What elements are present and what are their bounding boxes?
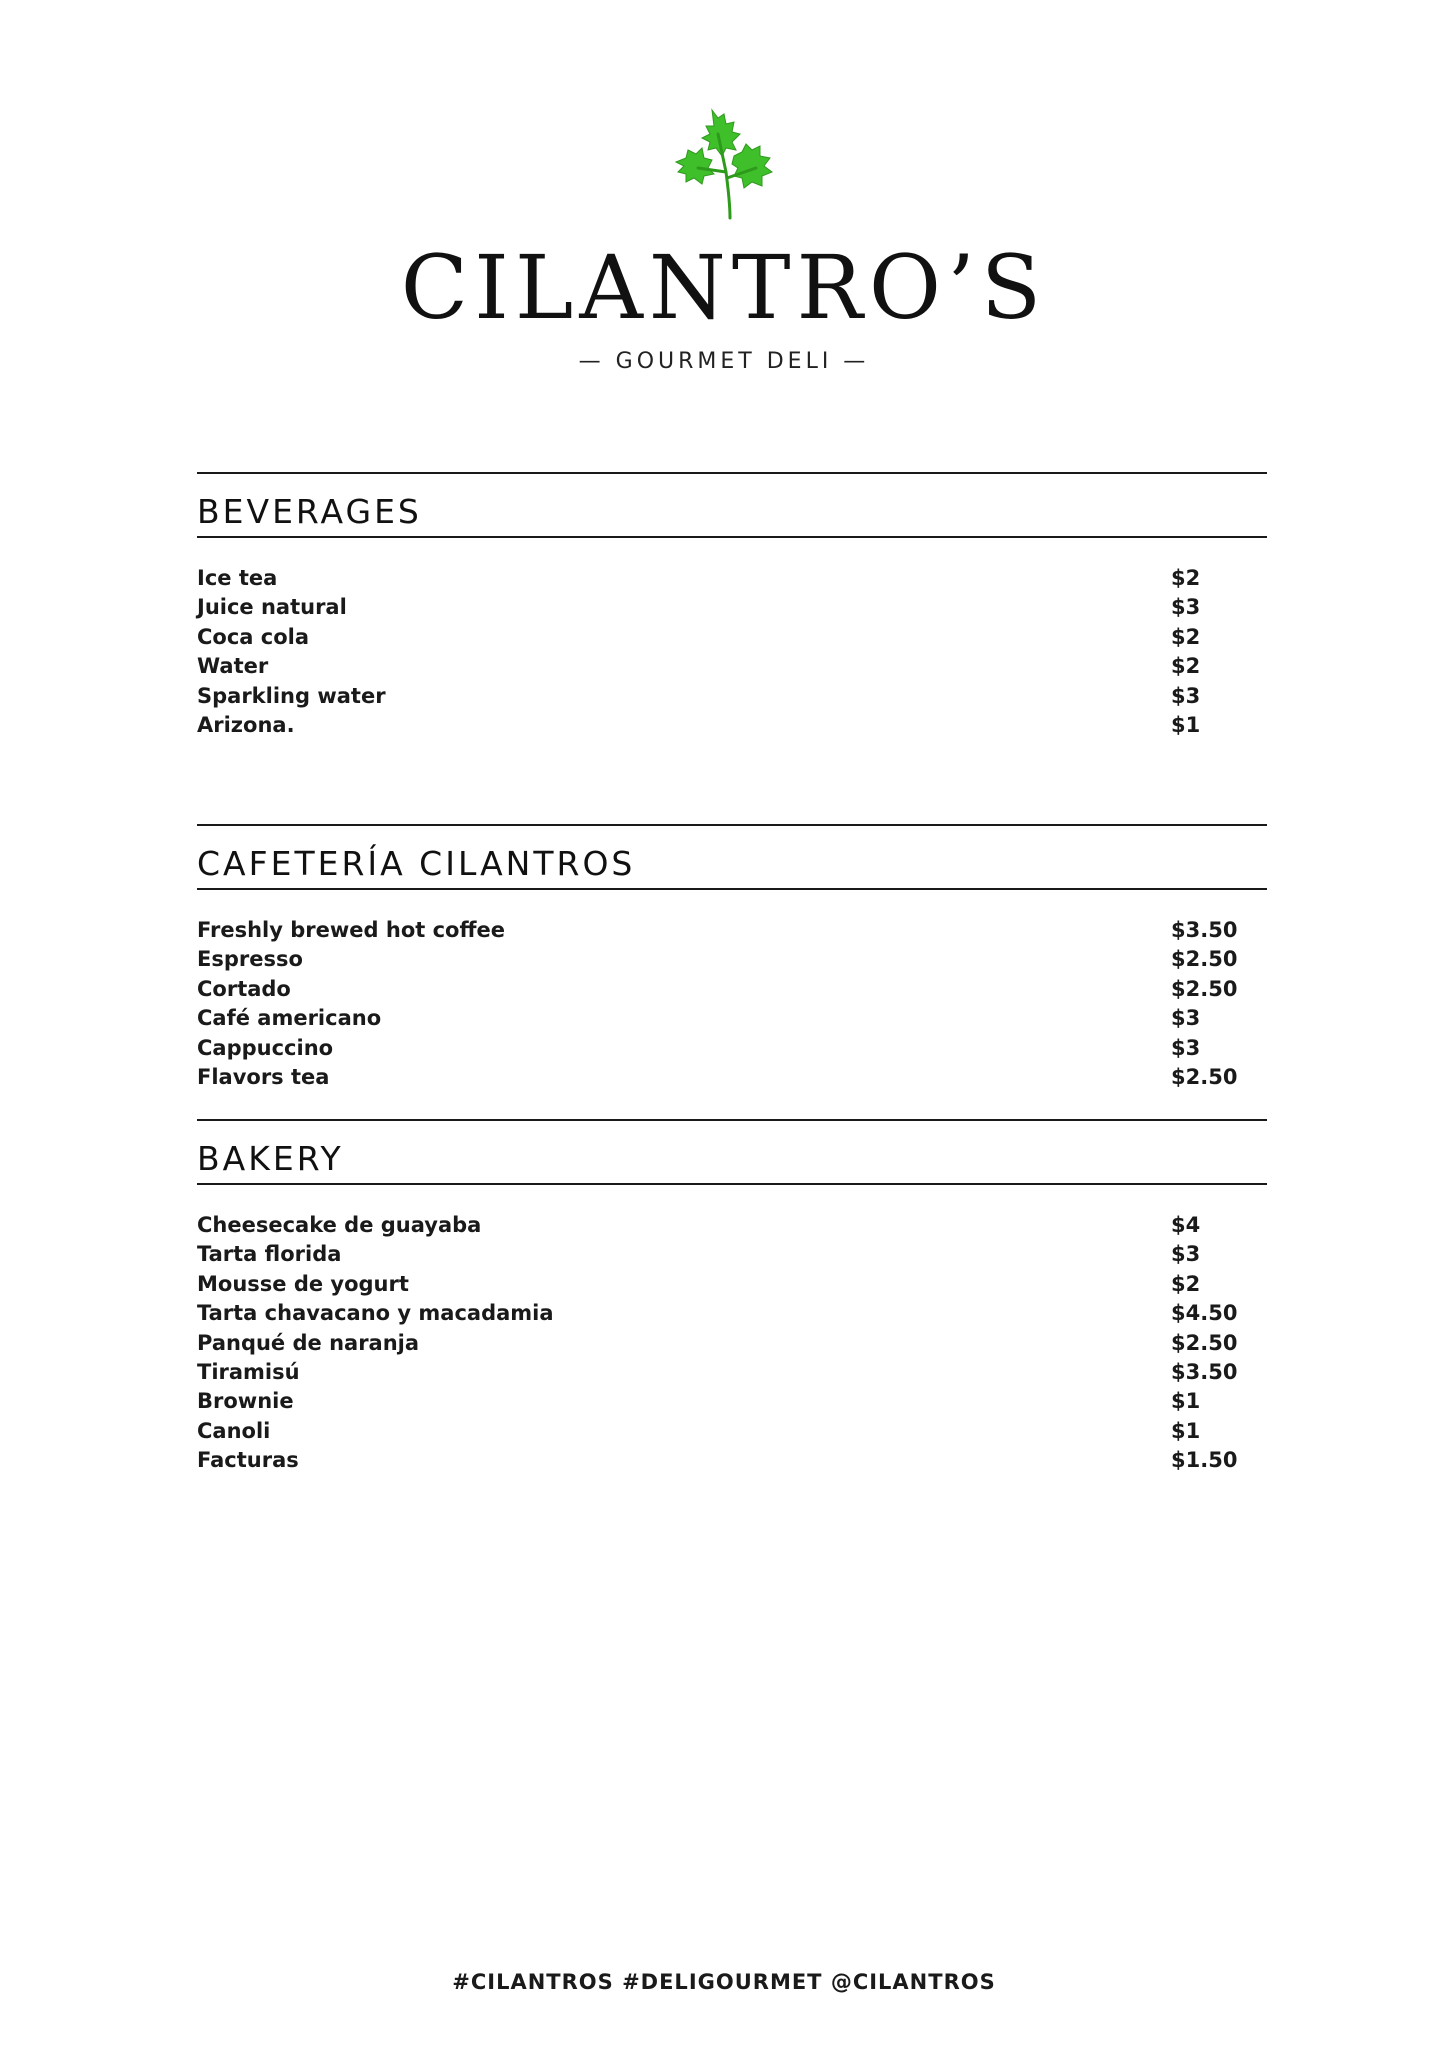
brand-tagline: — GOURMET DELI —: [578, 349, 870, 374]
section-top-rule: [197, 1119, 1267, 1121]
item-name: Mousse de yogurt: [197, 1271, 409, 1296]
menu-item: [197, 623, 1267, 652]
cilantro-leaf-icon: [672, 106, 780, 222]
item-name: Coca cola: [197, 624, 310, 649]
item-name: Flavors tea: [197, 1064, 330, 1089]
item-name: Ice tea: [197, 566, 278, 590]
item-name: Juice natural: [197, 595, 347, 620]
menu-item: [197, 593, 1267, 622]
item-price: $2: [1171, 654, 1201, 679]
menu-item: [197, 1034, 1267, 1063]
footer-hashtags: #CILANTROS #DELIGOURMET @CILANTROS: [452, 1970, 996, 1994]
section-top-rule: [197, 824, 1267, 826]
section-bottom-rule: [197, 888, 1267, 890]
section-title: CAFETERÍA CILANTROS: [197, 844, 636, 883]
item-price: $2.50: [1171, 1064, 1238, 1089]
item-price: $3: [1171, 595, 1201, 620]
menu-item: [197, 1446, 1267, 1475]
menu-item: [197, 945, 1267, 974]
item-price: $3.50: [1171, 918, 1238, 942]
item-name: Cheesecake de guayaba: [197, 1213, 482, 1237]
item-price: $3: [1171, 1035, 1201, 1060]
item-price: $2.50: [1171, 947, 1238, 972]
item-price: $1: [1171, 1389, 1201, 1414]
item-name: Brownie: [197, 1389, 294, 1414]
menu-item: [197, 1299, 1267, 1328]
item-name: Cortado: [197, 976, 291, 1001]
brand-name: CILANTRO’S: [400, 236, 1048, 339]
item-price: $4.50: [1171, 1301, 1238, 1326]
item-price: $1: [1171, 712, 1201, 737]
menu-item: [197, 975, 1267, 1004]
item-price: $3: [1171, 683, 1201, 708]
section-beverages: [197, 472, 1267, 740]
item-name: Facturas: [197, 1448, 299, 1473]
menu-item: [197, 1240, 1267, 1269]
section-bottom-rule: [197, 536, 1267, 538]
item-name: Espresso: [197, 947, 303, 972]
menu-item: [197, 1004, 1267, 1033]
item-name: Tarta florida: [197, 1242, 342, 1267]
menu-item: [197, 1329, 1267, 1358]
section-top-rule: [197, 472, 1267, 474]
item-price: $3: [1171, 1242, 1201, 1267]
menu-item: [197, 1358, 1267, 1387]
menu-item: [197, 1270, 1267, 1299]
section-bakery: [197, 1119, 1267, 1476]
menu-list: [197, 564, 1267, 740]
section-title: BEVERAGES: [197, 492, 422, 531]
item-price: $1.50: [1171, 1448, 1238, 1473]
item-name: Cappuccino: [197, 1035, 334, 1060]
item-name: Café americano: [197, 1006, 382, 1031]
menu-list: [197, 916, 1267, 1092]
item-price: $2: [1171, 624, 1201, 649]
item-price: $2: [1171, 1271, 1201, 1296]
menu-item: [197, 1063, 1267, 1092]
item-price: $2.50: [1171, 976, 1238, 1001]
item-price: $2: [1171, 566, 1201, 590]
section-bottom-rule: [197, 1183, 1267, 1185]
menu-item: [197, 1417, 1267, 1446]
menu-item: [197, 682, 1267, 711]
section-cafeteria: [197, 824, 1267, 1092]
menu-item: [197, 652, 1267, 681]
menu-item: [197, 916, 1267, 945]
menu-item: [197, 1211, 1267, 1240]
item-name: Sparkling water: [197, 683, 386, 708]
item-price: $2.50: [1171, 1330, 1238, 1355]
item-name: Arizona.: [197, 712, 295, 737]
item-price: $3.50: [1171, 1359, 1238, 1384]
item-name: Canoli: [197, 1418, 271, 1443]
item-name: Water: [197, 654, 269, 679]
section-title: BAKERY: [197, 1139, 344, 1178]
item-name: Tiramisú: [197, 1359, 300, 1384]
item-price: $3: [1171, 1006, 1201, 1031]
menu-item: [197, 1387, 1267, 1416]
menu-list: [197, 1211, 1267, 1476]
item-price: $4: [1171, 1213, 1201, 1237]
item-name: Tarta chavacano y macadamia: [197, 1301, 554, 1326]
item-price: $1: [1171, 1418, 1201, 1443]
menu-item: [197, 711, 1267, 740]
menu-item: [197, 564, 1267, 593]
item-name: Freshly brewed hot coffee: [197, 918, 505, 942]
item-name: Panqué de naranja: [197, 1330, 420, 1355]
